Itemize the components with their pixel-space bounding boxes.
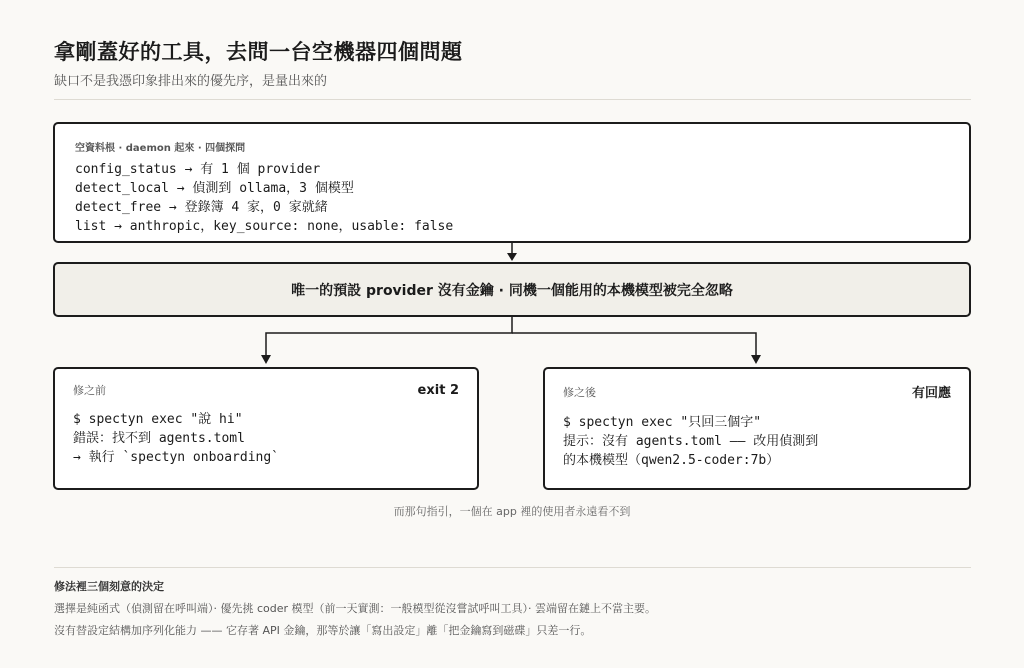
page-title: 拿剛蓋好的工具，去問一台空機器四個問題: [54, 40, 463, 64]
probe-line: detect_local → 偵測到 ollama，3 個模型: [75, 181, 354, 196]
finding-text: 唯一的預設 provider 沒有金鑰 · 同機一個能用的本機模型被完全忽略: [291, 282, 733, 299]
after-status: 有回應: [911, 386, 951, 401]
before-line: $ spectyn exec "說 hi": [73, 412, 243, 427]
note-line: 選擇是純函式（偵測留在呼叫端）· 優先挑 coder 模型（前一天實測：一般模型從沒嘗試呼叫工具）· 雲端留在鏈上不當主要。: [54, 602, 657, 615]
before-label: 修之前: [73, 384, 106, 397]
finding-branch-line: [266, 317, 512, 356]
before-card: [53, 367, 479, 490]
page-subtitle: 缺口不是我憑印象排出來的優先序，是量出來的: [54, 74, 328, 89]
probe-line: detect_free → 登錄簿 4 家，0 家就緒: [75, 200, 328, 215]
after-label: 修之後: [563, 385, 596, 399]
header-divider: [54, 99, 971, 100]
before-arrowhead: [261, 355, 271, 364]
probe-line: config_status → 有 1 個 provider: [75, 162, 321, 177]
probe-to-finding-arrowhead: [507, 253, 517, 261]
diagram-caption: 而那句指引，一個在 app 裡的使用者永遠看不到: [393, 505, 631, 518]
before-status: exit 2: [417, 382, 459, 398]
after-arrowhead: [751, 355, 761, 364]
probe-label: 空資料根 · daemon 起來 · 四個探問: [75, 143, 246, 154]
probe-line: list → anthropic，key_source: none，usable: false: [75, 219, 454, 234]
notes-divider: [54, 567, 971, 568]
before-line: → 執行 `spectyn onboarding`: [73, 450, 280, 465]
before-line: 錯誤：找不到 agents.toml: [73, 431, 245, 446]
after-line: 提示：沒有 agents.toml —— 改用偵測到: [563, 434, 819, 449]
probe-box: [53, 122, 971, 243]
notes-title: 修法裡三個刻意的決定: [54, 580, 164, 593]
after-card: [543, 367, 971, 490]
finding-box: [53, 262, 971, 317]
after-line: 的本機模型（qwen2.5-coder:7b）: [563, 453, 780, 468]
after-line: $ spectyn exec "只回三個字": [563, 415, 762, 430]
note-line: 沒有替設定結構加序列化能力 —— 它存著 API 金鑰，那等於讓「寫出設定」離「把金鑰寫到磁碟」只差一行。: [54, 624, 592, 637]
finding-branch-line-right: [512, 333, 756, 356]
